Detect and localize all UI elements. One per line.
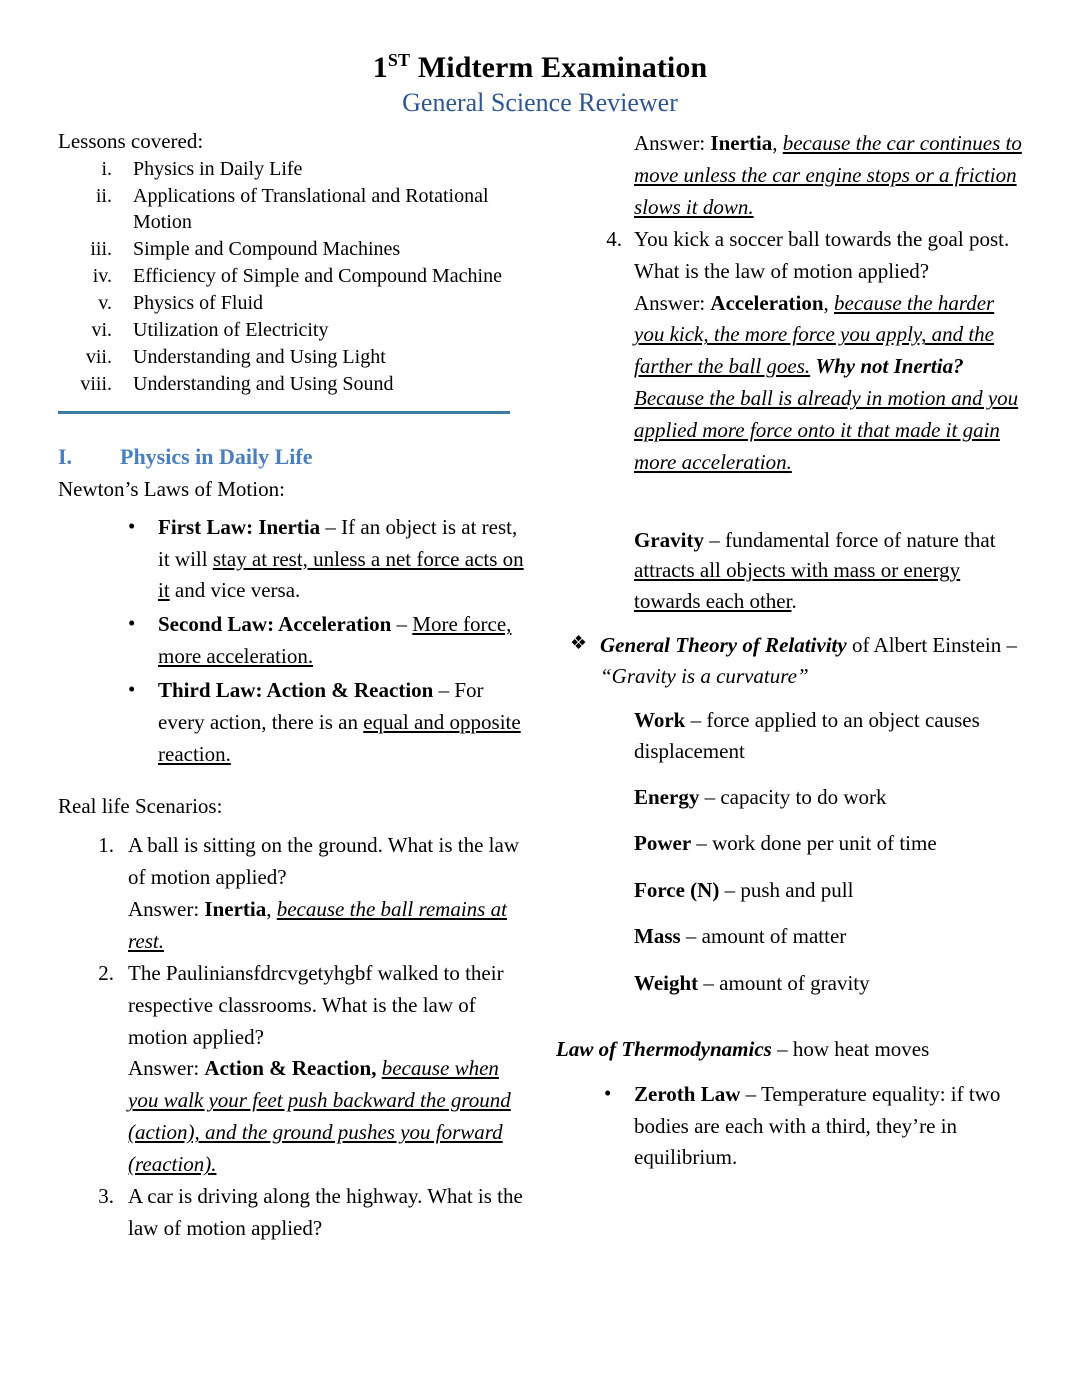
list-numeral: ii. [95,185,112,208]
list-item [58,263,528,289]
item-number: 2. [98,960,114,985]
list-item-label: Physics in Daily Life [133,158,303,181]
list-item [58,371,528,397]
section-title: Physics in Daily Life [120,444,313,470]
answer-explanation: because when you walk your feet push backward the ground (action), and the ground pushes you forward (reaction). [128,1056,511,1177]
thermodynamics-laws-list [556,1079,1026,1175]
law-text-tail: and vice versa. [169,578,301,603]
answer-separator: , [823,290,835,315]
list-item [58,830,528,958]
followup-explanation: Because the ball is already in motion and you applied more force onto it that made it gain more acceleration. [634,386,1019,475]
bullet-icon: • [604,1080,612,1105]
section-numeral: I. [58,444,73,470]
scenario-3-answer [556,128,1026,224]
scenario-question: A car is driving along the highway. What is the law of motion applied? [128,1184,523,1241]
law-text-underlined: More force, more acceleration. [158,612,512,669]
item-number: 4. [606,226,622,251]
lessons-covered-list [58,156,528,397]
list-item-label: Efficiency of Simple and Compound Machine [133,265,502,288]
answer-keyword: Acceleration [710,290,824,315]
scenario-question: The Pauliniansfdrcvgetyhgbf walked to their respective classrooms. What is the law of motion applied? [128,960,504,1049]
bullet-icon: • [128,677,136,702]
title-ordinal: 1 [372,51,388,85]
definition-term: Energy [634,785,700,810]
answer-label: Answer: [634,131,711,155]
followup-question: Why not Inertia? [815,354,964,379]
newtons-laws-intro: Newton’s Laws of Motion: [58,477,285,502]
definition-term: Work [634,708,686,733]
definition-dash: – [699,785,721,810]
scenario-question: A ball is sitting on the ground. What is the law of motion applied? [128,833,519,890]
document-header [0,0,1080,118]
item-number: 1. [98,833,114,858]
definition-dash: – [685,708,707,733]
item-number: 3. [98,1184,114,1209]
list-item [58,290,528,316]
lessons-covered-label: Lessons covered: [58,129,204,153]
scenario-4 [556,224,1026,479]
definition-term: Mass [634,924,681,949]
definition-text-tail: . [791,588,797,613]
page-title [0,50,1080,85]
law-of-thermodynamics-heading [556,1034,1026,1064]
list-item [58,675,528,771]
newtons-laws-list [58,512,528,771]
list-numeral: v. [98,292,112,315]
definition-mass [556,921,1026,951]
scenarios-list [58,830,528,1245]
list-item [58,236,528,262]
list-item [58,156,528,182]
answer-keyword: Inertia [204,896,267,921]
list-item-label: Applications of Translational and Rotational Motion [133,185,489,234]
relativity-quote: “Gravity is a curvature” [600,663,809,688]
answer-separator: , [772,131,783,155]
answer-label: Answer: [128,896,205,921]
law-dash: – [740,1081,761,1106]
relativity-title: General Theory of Relativity [600,633,847,658]
bullet-icon: • [128,611,136,636]
answer-keyword: Inertia [710,131,773,155]
definition-text: push and pull [740,877,854,902]
law-name: Zeroth Law [634,1081,741,1106]
definition-force [556,875,1026,905]
list-numeral: iv. [92,265,112,288]
definition-dash: – [703,527,725,552]
bullet-icon: • [128,513,136,538]
definition-term: Weight [634,970,699,995]
page-subtitle: General Science Reviewer [402,87,678,117]
list-numeral: vii. [85,346,112,369]
thermodynamics-subtitle: how heat moves [792,1037,930,1062]
list-item-label: Understanding and Using Sound [133,373,394,396]
diamond-bullet-icon: ❖ [570,633,588,655]
title-ordinal-suffix: ST [387,50,411,70]
list-item [58,317,528,343]
definition-text: amount of matter [701,924,847,949]
list-item-label: Simple and Compound Machines [133,238,401,261]
definition-power [556,828,1026,858]
gravity-definition [556,525,1026,616]
list-item [556,1079,1026,1175]
answer-keyword: Action & Reaction, [204,1056,377,1081]
definition-dash: – [680,924,702,949]
definition-text: capacity to do work [720,785,887,810]
thermodynamics-dash: – [771,1037,793,1062]
law-dash: – [391,612,413,637]
answer-explanation: because the car continues to move unless the car engine stops or a friction slows it down. [634,131,1022,219]
list-item [58,958,528,1181]
general-theory-of-relativity-item [556,630,1026,691]
definition-text-plain: fundamental force of nature that [724,527,996,552]
law-name: Third Law: Action & Reaction [158,678,434,703]
definition-text: force applied to an object causes displacement [634,708,980,763]
law-text-plain: If an object is at rest, it will [158,514,518,571]
law-name: Second Law: Acceleration [158,612,392,637]
answer-label: Answer: [634,290,711,315]
list-item [58,609,528,673]
law-text-plain: For every action, there is an [158,678,484,735]
definitions-group [556,705,1026,998]
section-divider [58,411,510,414]
law-text-underlined: stay at rest, unless a net force acts on it [158,546,524,603]
definition-text: work done per unit of time [712,831,937,856]
definition-energy [556,782,1026,812]
list-numeral: i. [101,158,112,181]
list-item-label: Physics of Fluid [133,292,264,315]
real-life-scenarios-label: Real life Scenarios: [58,793,223,818]
section-heading-physics-in-daily-life [58,444,528,470]
list-numeral: iii. [90,238,112,261]
law-text: Temperature equality: if two bodies are each with a third, they’re in equilibrium. [634,1081,1001,1170]
relativity-attribution: of Albert Einstein – [846,633,1018,658]
list-item [58,344,528,370]
definition-dash: – [719,877,741,902]
answer-explanation: because the ball remains at rest. [128,896,507,953]
list-item-label: Utilization of Electricity [133,319,329,342]
definition-text: amount of gravity [719,970,870,995]
definition-dash: – [691,831,713,856]
title-main: Midterm Examination [417,51,708,85]
definition-term: Gravity [634,527,704,552]
law-name: First Law: Inertia [158,514,321,539]
law-dash: – [433,678,455,703]
list-item [58,512,528,608]
left-column [58,128,528,1245]
list-item-label: Understanding and Using Light [133,346,386,369]
list-numeral: viii. [80,373,112,396]
law-dash: – [320,514,342,539]
law-text-underlined: equal and opposite reaction. [158,710,521,766]
definition-term: Force (N) [634,877,720,902]
answer-explanation: because the harder you kick, the more force you apply, and the farther the ball goes. [634,290,995,379]
list-numeral: vi. [91,319,112,342]
answer-separator: , [266,896,277,921]
list-item [58,1181,528,1245]
thermodynamics-title: Law of Thermodynamics [556,1037,772,1062]
definition-term: Power [634,831,692,856]
definition-work [556,705,1026,766]
definition-dash: – [698,970,720,995]
scenario-question: You kick a soccer ball towards the goal post. What is the law of motion applied? [634,226,1010,283]
answer-label: Answer: [128,1056,205,1081]
definition-weight [556,968,1026,998]
list-item [58,183,528,235]
right-column [556,128,1026,1174]
definition-text-underlined: attracts all objects with mass or energy towards each other [634,558,961,613]
